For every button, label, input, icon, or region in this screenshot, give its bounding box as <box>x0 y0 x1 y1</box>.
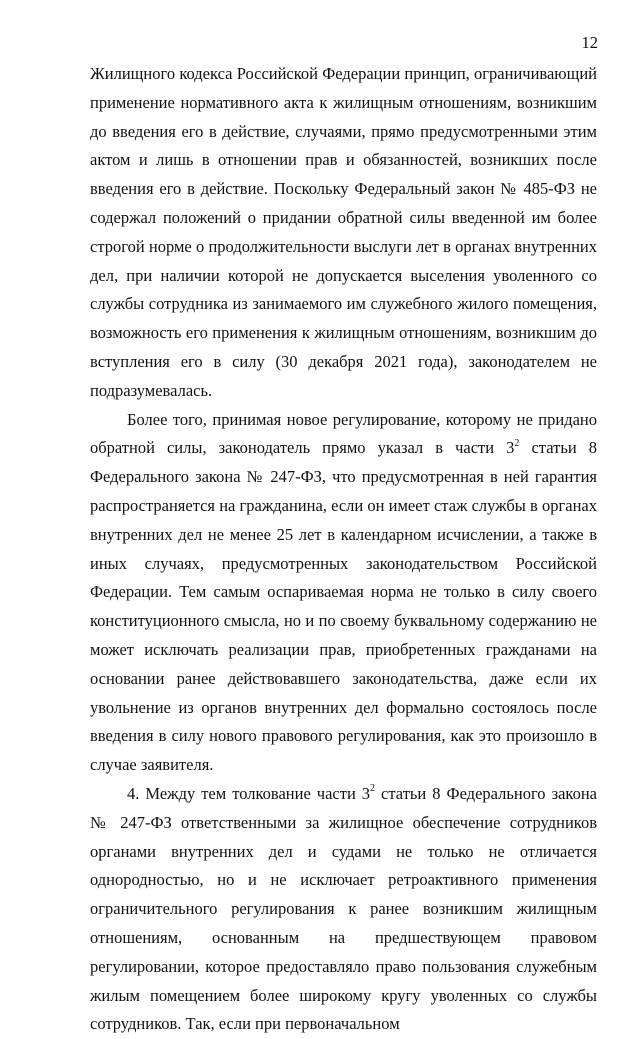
paragraph-2 <box>90 406 597 780</box>
page-number: 12 <box>581 33 598 52</box>
paragraph-1 <box>90 60 597 406</box>
superscript-2: 2 <box>370 783 376 795</box>
paragraph-1-text: Жилищного кодекса Российской Федерации принцип, ограничивающий применение нормативного акта к жилищным отношениям, возникшим до введения его в действие, случаями, прямо предусмотренными этим актом и лишь в отношении прав и обязанностей, возникших после введения его в действие. Поскольку Федеральный закон № 485-ФЗ не содержал положений о придании обратной силы введенной им более строгой норме о продолжительности выслуги лет в органах внутренних дел, при наличии которой не допускается выселения уволенного со службы сотрудника из занимаемого им служебного жилого помещения, возможность его применения к жилищным отношениям, возникшим до вступления его в силу (30 декабря 2021 года), законодателем не подразумевалась. <box>90 64 597 400</box>
paragraph-2-text-rest: статьи 8 Федерального закона № 247-ФЗ, что предусмотренная в ней гарантия распространяется на гражданина, если он имеет стаж службы в органах внутренних дел не менее 25 лет в календарном исчислении, а также в иных случаях, предусмотренных законодательством Российской Федерации. Тем самым оспариваемая норма не только в силу своего конституционного смысла, но и по своему буквальному содержанию не может исключать реализации прав, приобретенных гражданами на основании ранее действовавшего законодательства, даже если их увольнение из органов внутренних дел формально состоялось после введения в силу нового правового регулирования, как это произошло в случае заявителя. <box>90 438 597 775</box>
paragraph-3-text-rest: статьи 8 Федерального закона № 247-ФЗ ответственными за жилищное обеспечение сотрудников органами внутренних дел и судами не только не отличается однородностью, но и не исключает ретроактивного применения ограничительного регулирования к ранее возникшим жилищным отношениям, основанным на предшествующем правовом регулировании, которое предоставляло право пользования служебным жилым помещением более широкому кругу уволенных со службы сотрудников. Так, если при первоначальном <box>90 783 597 1034</box>
paragraph-3 <box>90 780 597 1039</box>
document-body <box>90 60 597 1039</box>
superscript-2: 2 <box>514 437 520 449</box>
paragraph-3-text-start: 4. Между тем толкование части 3 <box>127 783 371 803</box>
paragraph-2-text-start: Более того, принимая новое регулирование, которому не придано обратной силы, законодатель прямо указал в части 3 <box>90 409 597 458</box>
